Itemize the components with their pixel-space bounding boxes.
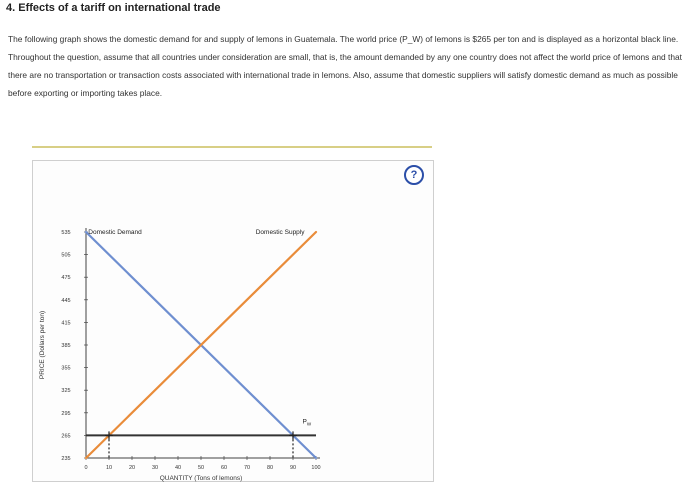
y-tick-label: 505: [61, 252, 71, 259]
x-axis-label: QUANTITY (Tons of lemons): [159, 475, 243, 482]
x-tick-label: 10: [105, 465, 113, 471]
y-tick-label: 475: [61, 275, 71, 282]
y-tick-label: 535: [61, 230, 71, 236]
question-paragraph: The following graph shows the domestic demand for and supply of lemons in Guatemala. The world price (P_W) of lemons is $265 per ton and is displayed as a horizontal black line. Throughout the question, assume that all countries under consideration are small, that is, the amount demanded by any one country does not affect the world price of lemons and that there are no transportation or transaction costs associated with international trade in lemons. Also, assume that domestic suppliers will satisfy domestic demand as much as possible before exporting or importing takes place.: [8, 34, 682, 98]
x-tick-label: 30: [151, 465, 159, 471]
x-tick-label: 100: [311, 465, 321, 471]
question-title: 4. Effects of a tariff on international trade: [6, 2, 221, 14]
x-tick-label: 60: [220, 465, 228, 471]
y-tick-label: 325: [61, 388, 71, 395]
x-tick-label: 40: [174, 465, 182, 471]
demand-label: Domestic Demand: [88, 229, 142, 236]
x-tick-label: 70: [243, 465, 251, 471]
y-axis-label: PRICE (Dollars per ton): [39, 310, 46, 380]
y-tick-label: 235: [61, 456, 71, 462]
x-tick-label: 20: [128, 465, 136, 471]
y-tick-label: 355: [61, 365, 71, 372]
help-icon[interactable]: ?: [404, 165, 424, 185]
y-tick-label: 385: [61, 343, 71, 349]
supply-label: Domestic Supply: [255, 229, 305, 236]
x-tick-label: 0: [84, 465, 88, 471]
y-tick-label: 445: [61, 297, 71, 304]
y-tick-label: 295: [61, 410, 71, 417]
y-tick-label: 265: [61, 433, 71, 440]
x-tick-label: 50: [197, 465, 205, 471]
x-tick-label: 80: [266, 465, 274, 471]
y-tick-label: 415: [61, 320, 71, 327]
x-tick-label: 90: [289, 465, 297, 471]
world-price-label: $P_W$: [302, 418, 312, 427]
